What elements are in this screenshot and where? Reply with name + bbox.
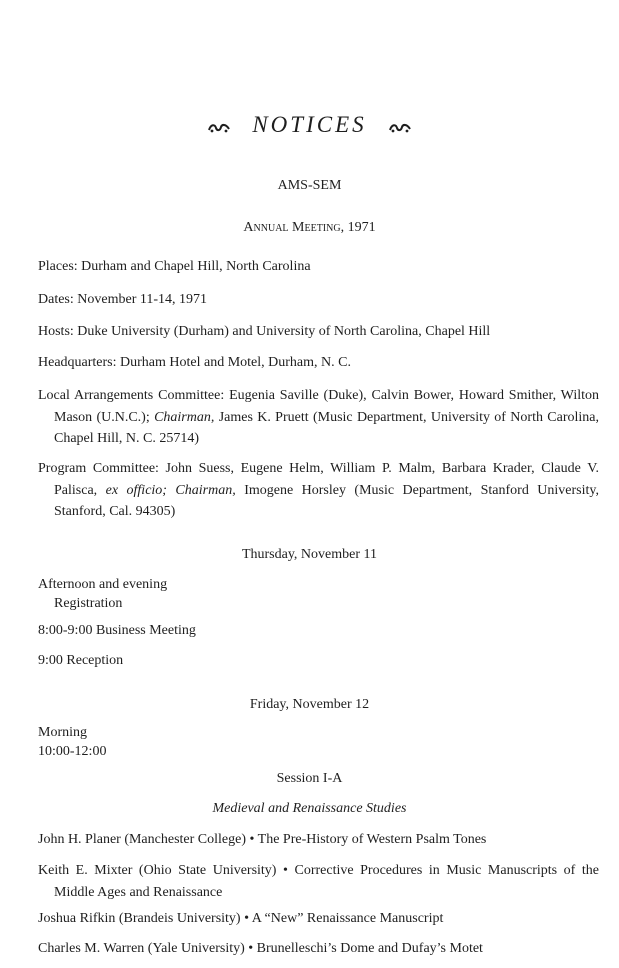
session-title: Medieval and Renaissance Studies	[212, 801, 407, 816]
friday-heading: Friday, November 12	[249, 697, 370, 712]
meeting-heading: Annual Meeting, 1971	[243, 220, 376, 235]
organization-heading: AMS-SEM	[277, 178, 342, 193]
reception-item: 9:00 Reception	[38, 653, 124, 668]
paper-item: Charles M. Warren (Yale University) • Brunelleschi’s Dome and Dufay’s Motet	[38, 941, 483, 956]
ornament-left-icon	[208, 122, 230, 134]
paper-item: Keith E. Mixter (Ohio State University) • Corrective Procedures in Music Manuscripts of the Middle Ages and Renaissance	[38, 863, 599, 900]
business-meeting-item: 8:00-9:00 Business Meeting	[38, 623, 196, 638]
hosts-line: Hosts: Duke University (Durham) and University of North Carolina, Chapel Hill	[38, 324, 491, 339]
local-arrangements-paragraph: Local Arrangements Committee: Eugenia Saville (Duke), Calvin Bower, Howard Smither, Wilton Mason (U.N.C.); Chairman, James K. Pruett (Music Department, University of North Carolina, Chapel Hill, N. C. 25714)	[38, 388, 599, 446]
session-heading: Session I-A	[276, 771, 343, 786]
headquarters-line: Headquarters: Durham Hotel and Motel, Durham, N. C.	[38, 355, 351, 370]
morning-label: Morning	[38, 725, 87, 740]
ornament-right-icon	[389, 122, 411, 134]
paper-item: Joshua Rifkin (Brandeis University) • A “New” Renaissance Manuscript	[38, 911, 444, 926]
registration-item: Registration	[54, 596, 123, 611]
dates-line: Dates: November 11-14, 1971	[38, 292, 207, 307]
notices-title: NOTICES	[252, 112, 367, 137]
notices-header	[0, 112, 619, 138]
places-line: Places: Durham and Chapel Hill, North Carolina	[38, 259, 311, 274]
morning-time: 10:00-12:00	[38, 744, 107, 759]
thursday-heading: Thursday, November 11	[241, 547, 378, 562]
afternoon-label: Afternoon and evening	[38, 577, 168, 592]
program-committee-paragraph: Program Committee: John Suess, Eugene Helm, William P. Malm, Barbara Krader, Claude V. Palisca, ex officio; Chairman, Imogene Horsley (Music Department, Stanford University, Stanford, Cal. 94305)	[38, 461, 599, 519]
paper-item: John H. Planer (Manchester College) • The Pre-History of Western Psalm Tones	[38, 832, 487, 847]
